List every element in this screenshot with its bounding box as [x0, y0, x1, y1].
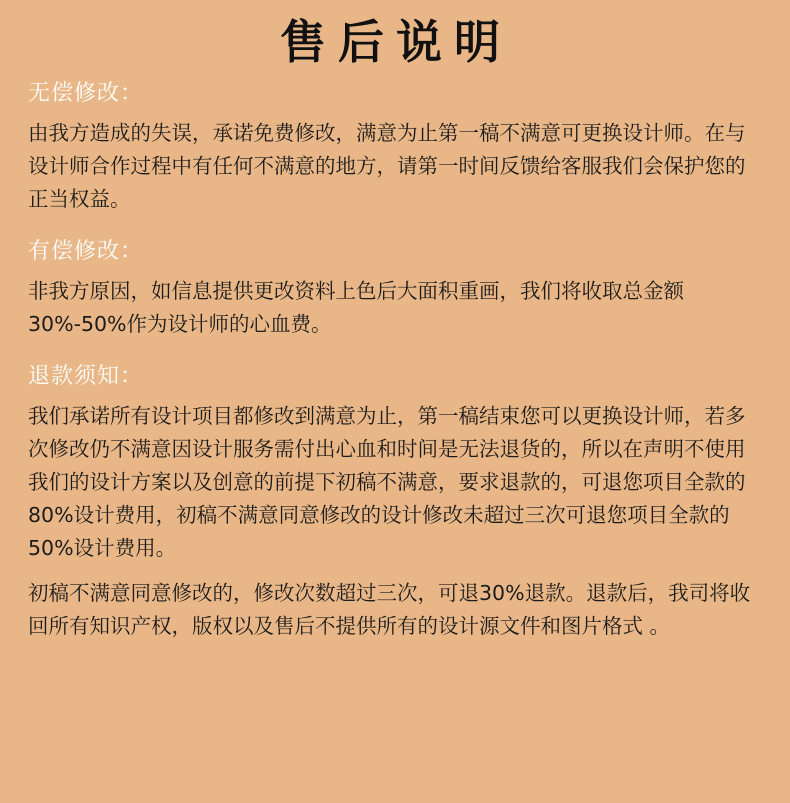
refund-text-1: 我们承诺所有设计项目都修改到满意为止，第一稿结束您可以更换设计师，若多次修改仍不满意因设计服务需付出心血和时间是无法退货的，所以在声明不使用我们的设计方案以及创意的前提下初稿不满意，要求退款的，可退您项目全款的80%设计费用，初稿不满意同意修改的设计修改未超过三次可退您项目全款的50%设计费用。	[28, 404, 746, 561]
page-title: 售后说明	[280, 15, 512, 69]
refund-text-2: 初稿不满意同意修改的，修改次数超过三次，可退30%退款。退款后，我司将收回所有知识产权，版权以及售后不提供所有的设计源文件和图片格式 。	[28, 581, 751, 639]
refund-section	[28, 359, 764, 643]
paid-revision-section	[28, 234, 764, 341]
free-revision-section	[28, 76, 764, 216]
paid-revision-text: 非我方原因，如信息提供更改资料上色后大面积重画，我们将收取总金额30%-50%作为设计师的心血费。	[28, 279, 684, 337]
refund-heading: 退款须知：	[28, 364, 144, 390]
paid-revision-heading: 有偿修改：	[28, 239, 144, 265]
free-revision-text: 由我方造成的失误，承诺免费修改，满意为止第一稿不满意可更换设计师。在与设计师合作过程中有任何不满意的地方，请第一时间反馈给客服我们会保护您的正当权益。	[28, 121, 746, 212]
free-revision-heading: 无偿修改：	[28, 81, 144, 107]
